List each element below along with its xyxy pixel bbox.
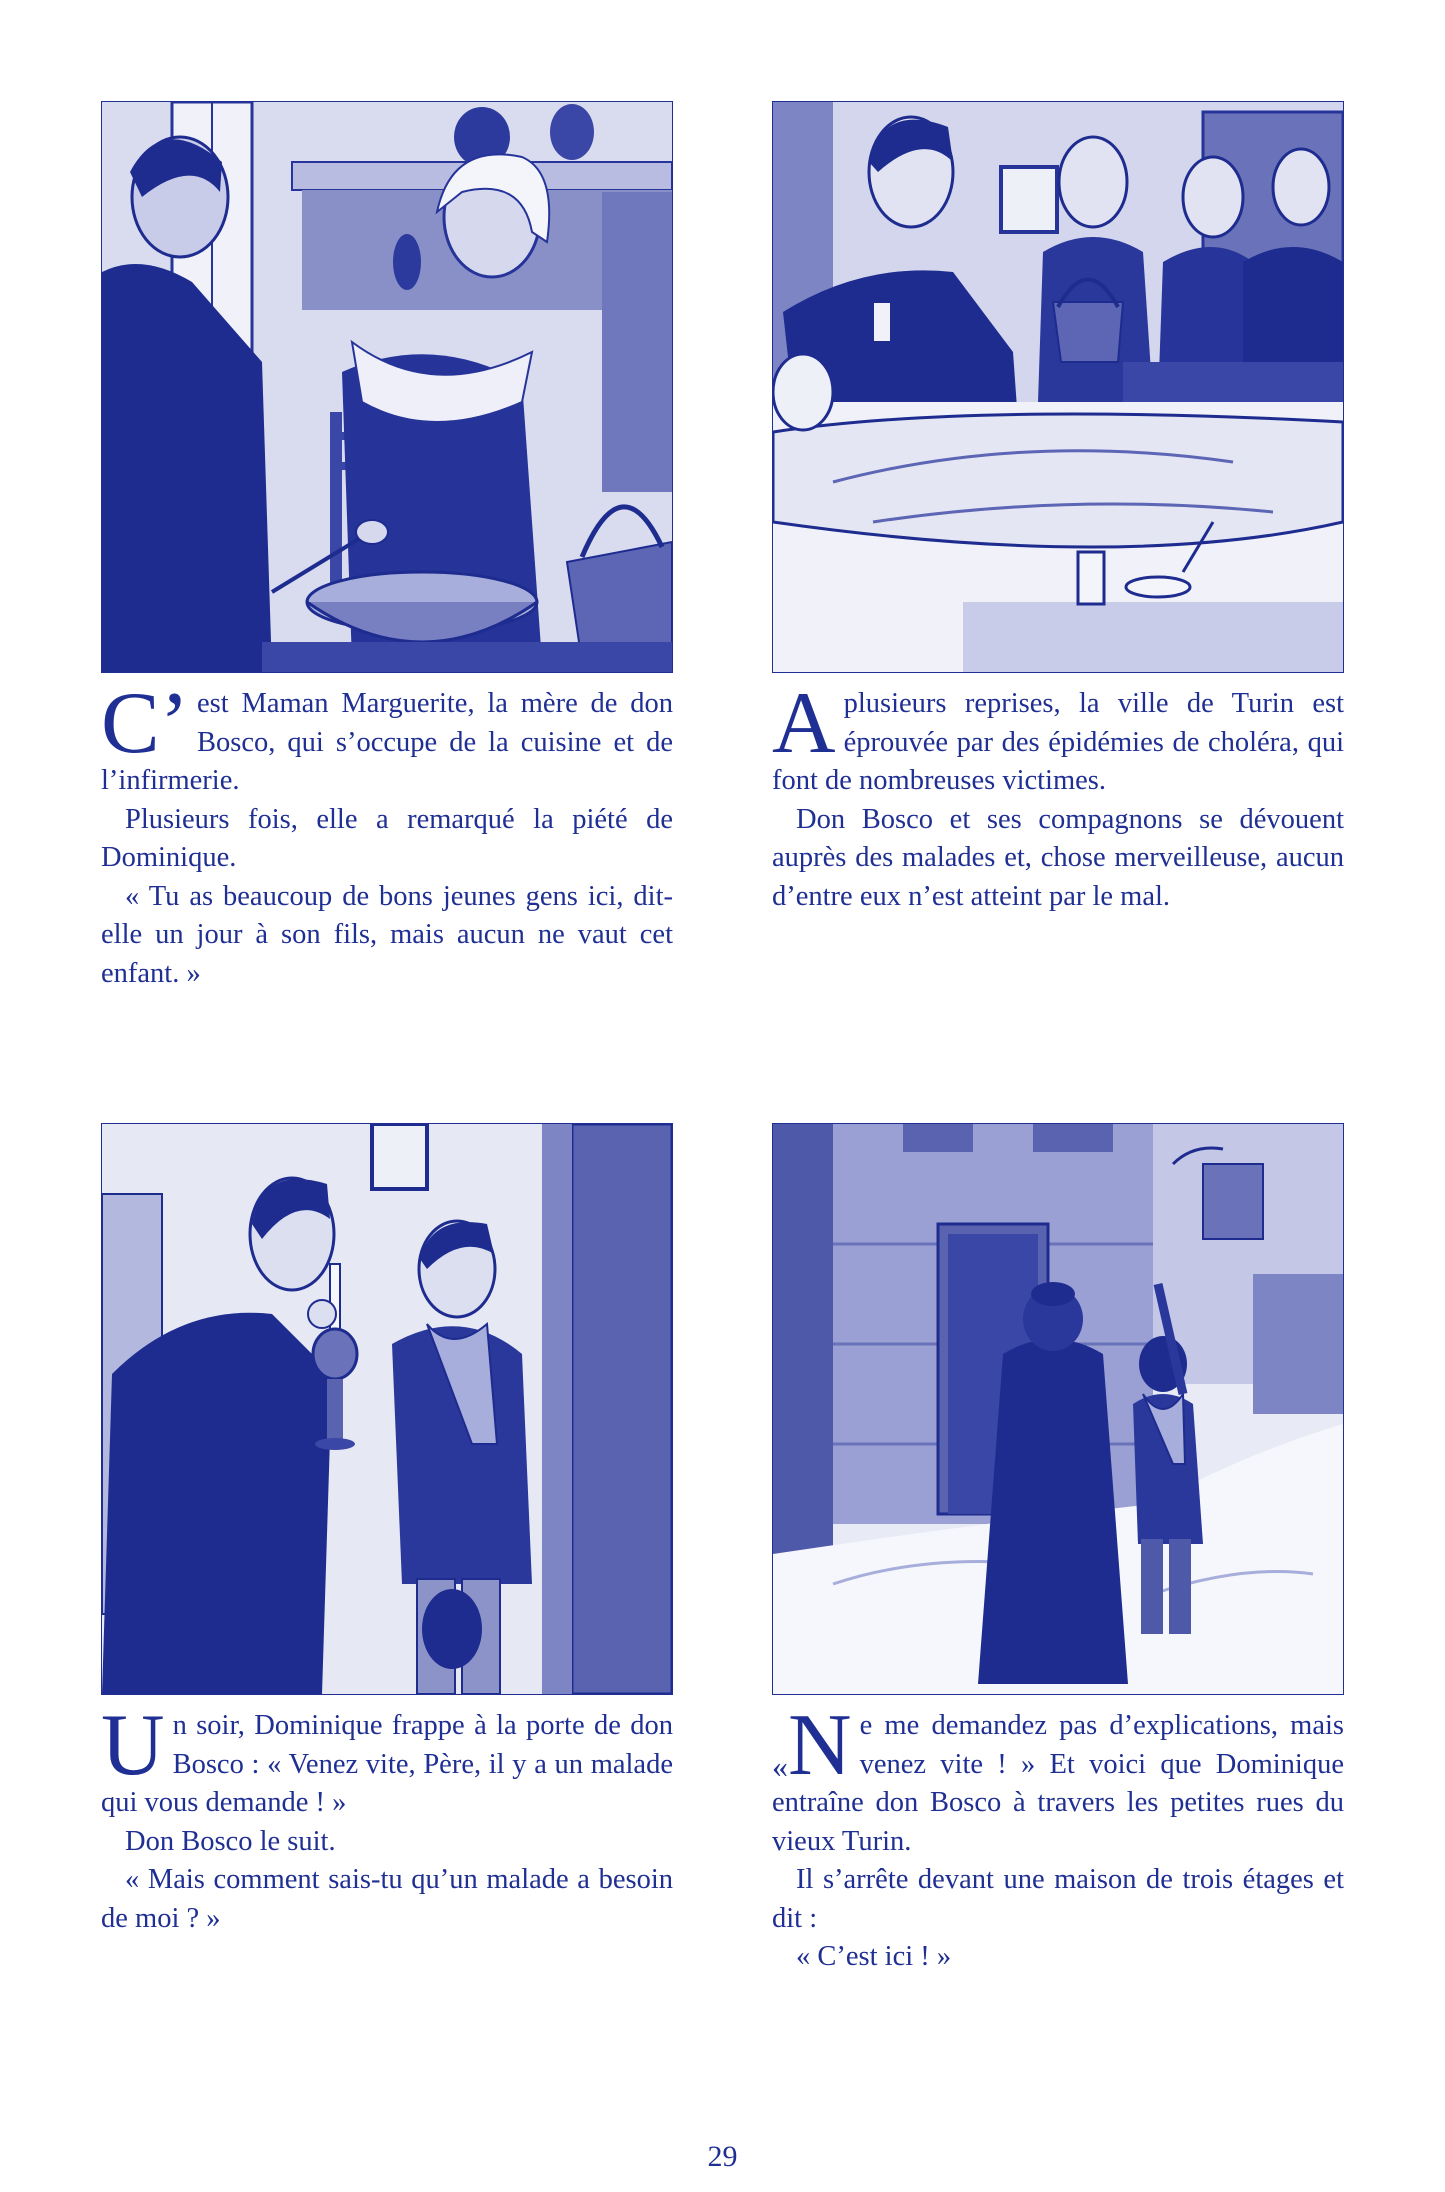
panel-4-text [772, 1697, 1344, 1977]
paragraph: Plusieurs fois, elle a remarqué la piété de Dominique. [101, 803, 673, 873]
dropcap: U [101, 1697, 165, 1794]
paragraph: plusieurs reprises, la ville de Turin est éprouvée par des épidémies de choléra, qui font de nombreuses victimes. [772, 688, 1344, 796]
paragraph: « C’est ici ! » [796, 1941, 952, 1972]
paragraph: Don Bosco et ses compagnons se dévouent auprès des malades et, chose merveilleuse, aucun d’entre eux n’est atteint par le mal. [772, 803, 1344, 912]
illustration-door-lamp [101, 1123, 673, 1695]
panel-3 [101, 1123, 673, 1938]
street-scene-svg [773, 1124, 1343, 1694]
panel-3-text [101, 1697, 673, 1938]
panel-2 [772, 101, 1344, 916]
panel-1-text [101, 675, 673, 993]
paragraph: « Tu as beaucoup de bons jeunes gens ici, dit-elle un jour à son fils, mais aucun ne vaut cet enfant. » [101, 880, 673, 989]
dropcap: «N [772, 1697, 852, 1794]
panel-2-text [772, 675, 1344, 916]
paragraph: n soir, Dominique frappe à la porte de don Bosco : « Venez vite, Père, il y a un malade qui vous demande ! » [101, 1710, 673, 1818]
paragraph: « Mais comment sais-tu qu’un malade a besoin de moi ? » [101, 1864, 673, 1934]
dropcap: C’ [101, 675, 190, 772]
illustration-cholera-bedside [772, 101, 1344, 673]
dropcap: A [772, 675, 836, 772]
paragraph: Il s’arrête devant une maison de trois étages et dit : [772, 1864, 1344, 1934]
illustration-marguerite-kitchen [101, 101, 673, 673]
paragraph: e me demandez pas d’explications, mais venez vite ! » Et voici que Dominique entraîne don Bosco à travers les petites rues du vieux Turin. [772, 1710, 1344, 1857]
lamp-scene-svg [102, 1124, 672, 1694]
paragraph: est Maman Marguerite, la mère de don Bosco, qui s’occupe de la cuisine et de l’infirmerie. [101, 688, 673, 796]
panel-4 [772, 1123, 1344, 1977]
bedside-scene-svg [773, 102, 1343, 672]
kitchen-scene-svg [102, 102, 672, 672]
paragraph: Don Bosco le suit. [125, 1825, 336, 1857]
page-number: 29 [707, 2140, 738, 2173]
panel-1 [101, 101, 673, 993]
illustration-snowy-street [772, 1123, 1344, 1695]
